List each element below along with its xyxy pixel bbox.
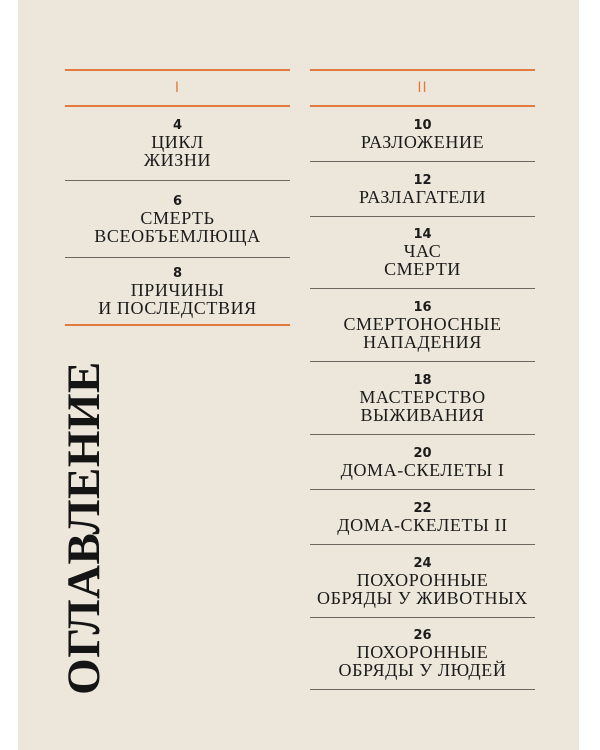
entry-title-line: ВСЕОБЪЕМЛЮЩА	[94, 225, 261, 246]
column-bottom-rule	[65, 324, 290, 326]
toc-entry[interactable]	[310, 362, 535, 434]
entry-title-line: ДОМА-СКЕЛЕТЫ II	[337, 514, 508, 535]
entry-title-line: ВЫЖИВАНИЯ	[360, 404, 485, 425]
column-label: II	[417, 80, 428, 96]
toc-entry[interactable]	[310, 490, 535, 544]
toc-entry[interactable]	[310, 162, 535, 216]
entry-title-line: ПРИЧИНЫ	[130, 279, 225, 300]
entry-page-number: 10	[413, 117, 432, 133]
toc-entry[interactable]	[310, 107, 535, 161]
entry-title-line: ЧАС	[403, 241, 442, 261]
entry-title-line: НАПАДЕНИЯ	[363, 331, 482, 352]
toc-entry[interactable]	[310, 289, 535, 361]
entry-page-number: 16	[413, 299, 432, 315]
toc-column-2	[310, 69, 535, 690]
entry-title-line: ПОХОРОННЫЕ	[356, 569, 489, 590]
toc-entry[interactable]	[310, 618, 535, 689]
toc-column-1	[65, 69, 290, 326]
toc-entry[interactable]	[310, 217, 535, 288]
entry-page-number: 14	[413, 227, 432, 242]
entry-title-line: ОБРЯДЫ У ЖИВОТНЫХ	[317, 587, 528, 608]
entry-title-line: ПОХОРОННЫЕ	[356, 642, 489, 662]
toc-entry[interactable]	[65, 258, 290, 324]
entry-divider	[310, 689, 535, 690]
toc-heading-vertical	[54, 360, 114, 696]
entry-page-number: 4	[172, 118, 183, 133]
page-title: ОГЛАВЛЕНИЕ	[58, 361, 111, 695]
entry-page-number: 26	[413, 628, 432, 643]
entry-title-line: И ПОСЛЕДСТВИЯ	[98, 297, 257, 318]
entry-page-number: 6	[172, 193, 183, 209]
column-label: I	[174, 80, 181, 96]
entry-title-line: СМЕРТИ	[384, 259, 461, 279]
entry-title-line: СМЕРТОНОСНЫЕ	[343, 313, 502, 334]
entry-page-number: 20	[413, 445, 432, 461]
toc-entry[interactable]	[65, 181, 290, 257]
entry-title-line: ЖИЗНИ	[143, 150, 212, 170]
entry-title-line: ДОМА-СКЕЛЕТЫ I	[340, 459, 505, 480]
entry-page-number: 18	[413, 372, 432, 388]
entry-title-line: РАЗЛОЖЕНИЕ	[360, 131, 485, 152]
toc-entry[interactable]	[310, 435, 535, 489]
entry-title-line: СМЕРТЬ	[140, 207, 215, 228]
entry-page-number: 22	[413, 500, 432, 516]
entry-page-number: 8	[172, 265, 183, 281]
toc-entry[interactable]	[310, 545, 535, 617]
toc-entry[interactable]	[65, 107, 290, 180]
entry-title-line: ЦИКЛ	[151, 132, 204, 152]
entry-page-number: 12	[413, 172, 432, 188]
entry-title-line: РАЗЛАГАТЕЛИ	[358, 186, 487, 207]
toc-page	[18, 0, 579, 750]
entry-title-line: МАСТЕРСТВО	[359, 386, 486, 407]
entry-page-number: 24	[413, 555, 432, 571]
entry-title-line: ОБРЯДЫ У ЛЮДЕЙ	[338, 660, 507, 680]
